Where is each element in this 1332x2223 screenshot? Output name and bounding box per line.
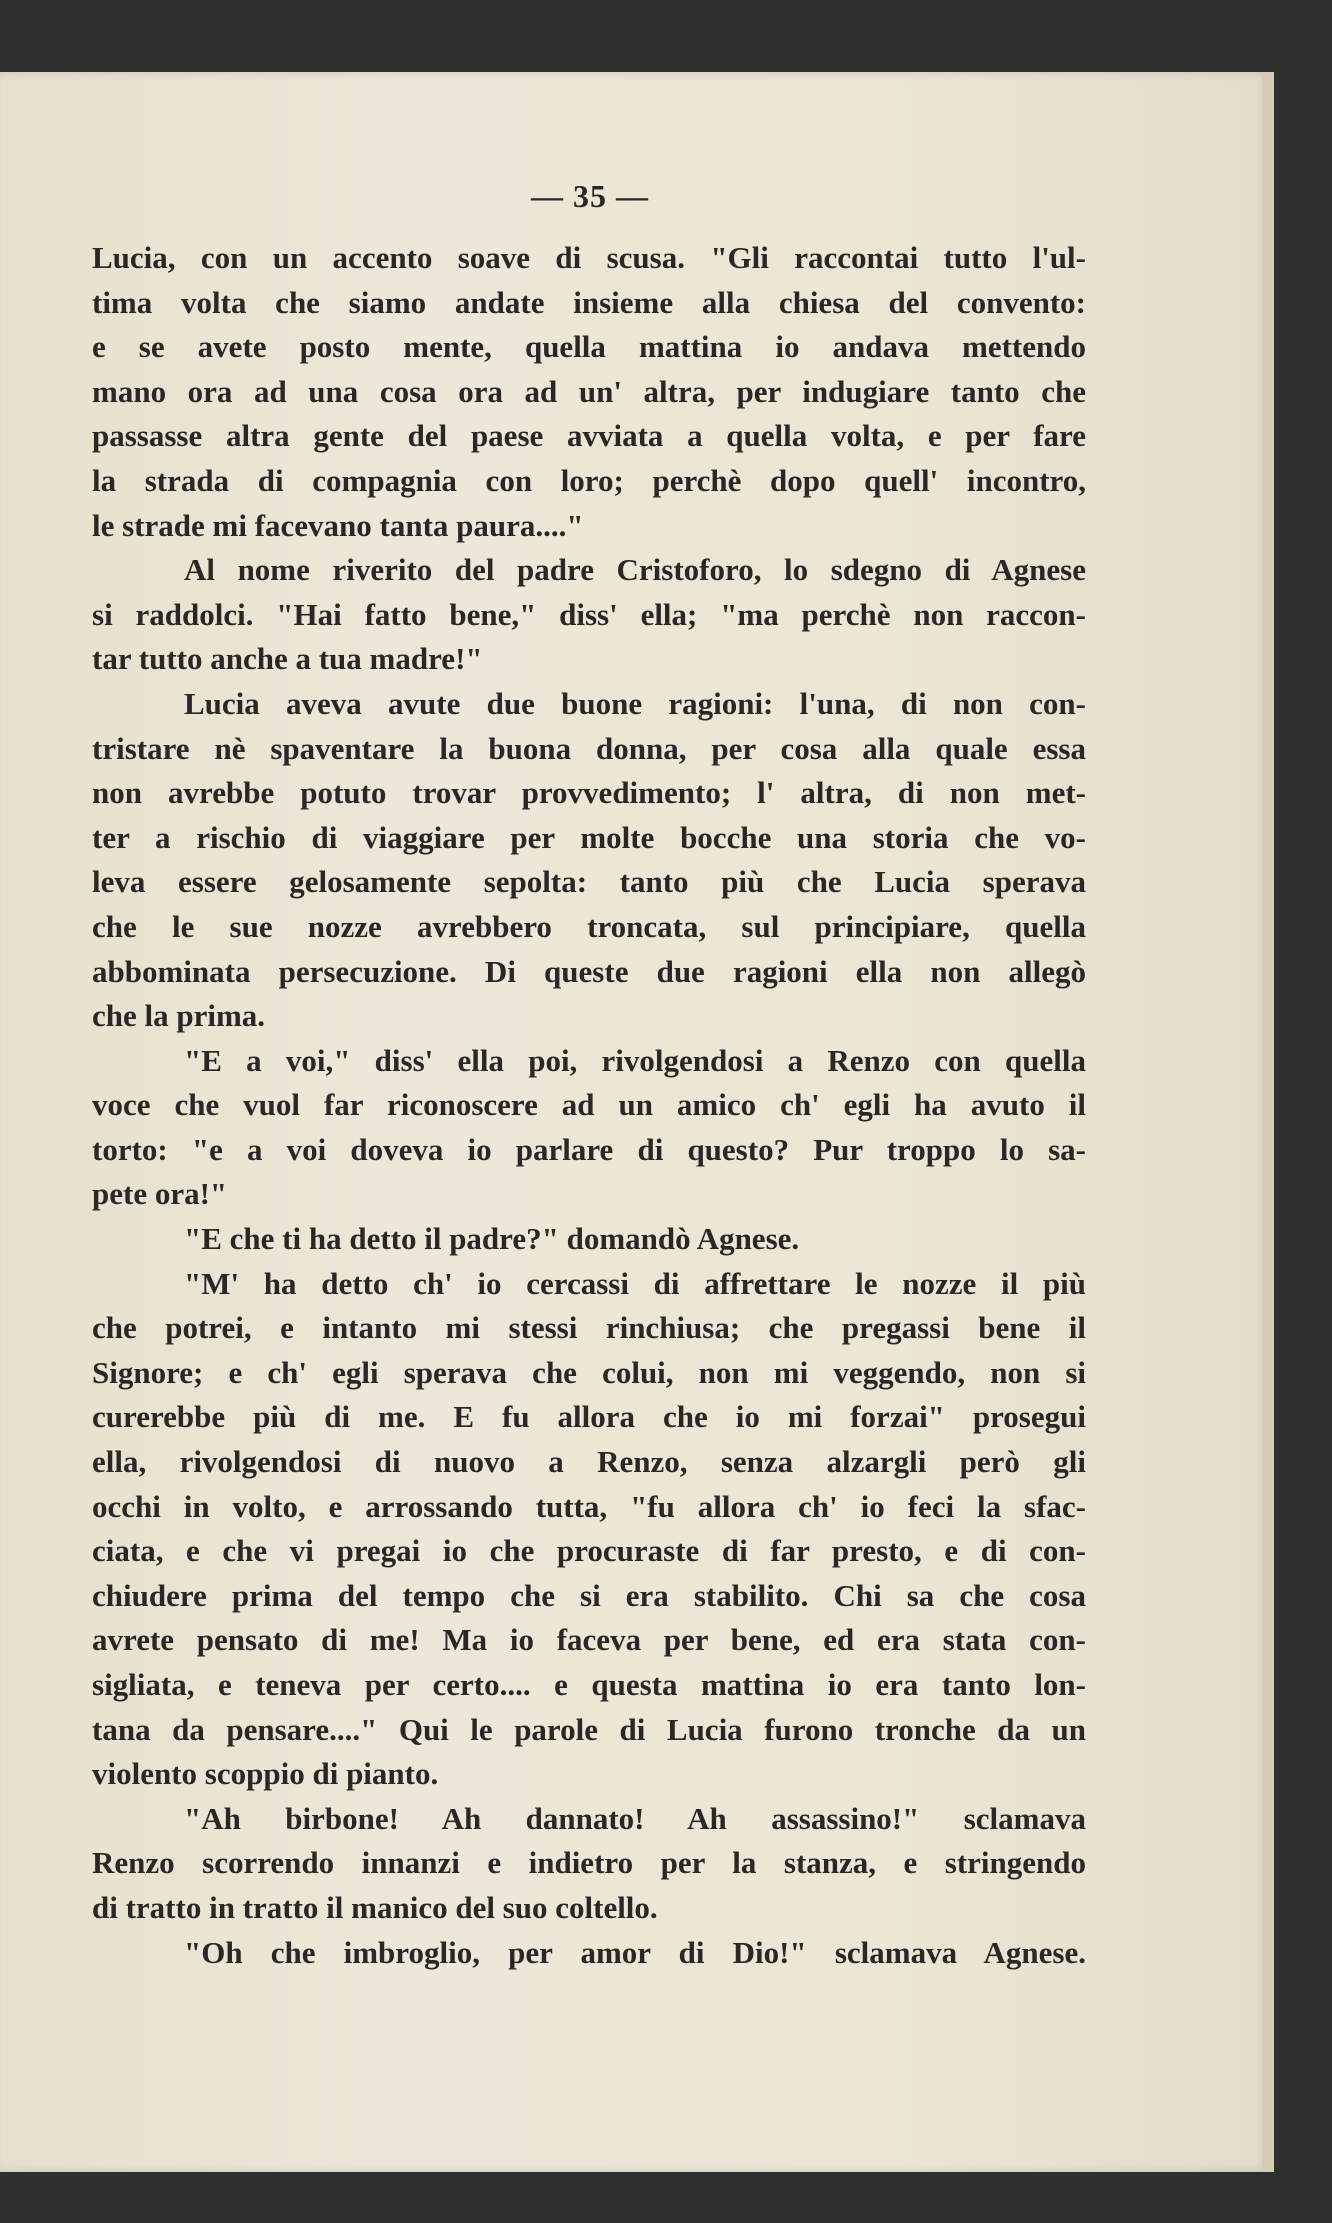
text-line: torto: "e a voi doveva io parlare di questo? Pur troppo lo sa- bbox=[92, 1131, 1086, 1167]
text-line: "Ah birbone! Ah dannato! Ah assassino!" sclamava bbox=[184, 1800, 1086, 1836]
text-line: che la prima. bbox=[92, 998, 266, 1034]
text-line: leva essere gelosamente sepolta: tanto più che Lucia sperava bbox=[92, 864, 1086, 900]
text-line: passasse altra gente del paese avviata a quella volta, e per fare bbox=[92, 418, 1086, 454]
text-line: Lucia aveva avute due buone ragioni: l'una, di non con- bbox=[184, 685, 1086, 721]
text-line: chiudere prima del tempo che si era stabilito. Chi sa che cosa bbox=[92, 1577, 1086, 1613]
text-line: sigliata, e teneva per certo.... e questa mattina io era tanto lon- bbox=[92, 1667, 1086, 1702]
text-line: ciata, e che vi pregai io che procuraste di far presto, e di con- bbox=[92, 1533, 1086, 1569]
text-line: "E che ti ha detto il padre?" domandò Agnese. bbox=[184, 1221, 800, 1257]
text-line: mano ora ad una cosa ora ad un' altra, per indugiare tanto che bbox=[92, 373, 1086, 409]
body-text bbox=[92, 236, 1086, 1975]
text-line: Renzo scorrendo innanzi e indietro per la stanza, e stringendo bbox=[92, 1845, 1086, 1881]
text-line: Al nome riverito del padre Cristoforo, lo sdegno di Agnese bbox=[184, 552, 1086, 588]
page-edge bbox=[1262, 72, 1274, 2172]
page-number: — 35 — bbox=[531, 178, 649, 214]
text-line: pete ora!" bbox=[92, 1176, 228, 1212]
text-line: e se avete posto mente, quella mattina io andava mettendo bbox=[92, 329, 1086, 365]
text-line: tana da pensare...." Qui le parole di Lucia furono tronche da un bbox=[92, 1711, 1086, 1747]
text-line: avrete pensato di me! Ma io faceva per bene, ed era stata con- bbox=[92, 1622, 1086, 1658]
text-line: la strada di compagnia con loro; perchè dopo quell' incontro, bbox=[92, 462, 1086, 498]
text-line: Signore; e ch' egli sperava che colui, non mi veggendo, non si bbox=[92, 1354, 1086, 1390]
text-line: tima volta che siamo andate insieme alla chiesa del convento: bbox=[92, 284, 1086, 320]
text-line: di tratto in tratto il manico del suo coltello. bbox=[92, 1889, 658, 1925]
text-line: tar tutto anche a tua madre!" bbox=[92, 641, 483, 677]
text-line: voce che vuol far riconoscere ad un amico ch' egli ha avuto il bbox=[92, 1087, 1086, 1123]
text-line: si raddolci. "Hai fatto bene," diss' ella; "ma perchè non raccon- bbox=[92, 596, 1086, 632]
text-line: "M' ha detto ch' io cercassi di affrettare le nozze il più bbox=[184, 1265, 1086, 1301]
text-line: "E a voi," diss' ella poi, rivolgendosi a Renzo con quella bbox=[184, 1042, 1086, 1078]
text-line: che potrei, e intanto mi stessi rinchiusa; che pregassi bene il bbox=[92, 1310, 1086, 1346]
text-line: ella, rivolgendosi di nuovo a Renzo, senza alzargli però gli bbox=[92, 1444, 1086, 1480]
text-line: occhi in volto, e arrossando tutta, "fu allora ch' io feci la sfac- bbox=[92, 1488, 1086, 1524]
text-line: "Oh che imbroglio, per amor di Dio!" sclamava Agnese. bbox=[184, 1934, 1086, 1970]
text-line: Lucia, con un accento soave di scusa. "Gli raccontai tutto l'ul- bbox=[92, 240, 1086, 275]
text-line: non avrebbe potuto trovar provvedimento; l' altra, di non met- bbox=[92, 775, 1086, 811]
text-line: curerebbe più di me. E fu allora che io mi forzai" prosegui bbox=[92, 1399, 1086, 1435]
text-line: violento scoppio di pianto. bbox=[92, 1756, 439, 1792]
text-line: ter a rischio di viaggiare per molte bocche una storia che vo- bbox=[92, 819, 1086, 855]
text-line: abbominata persecuzione. Di queste due ragioni ella non allegò bbox=[92, 953, 1086, 989]
text-line: le strade mi facevano tanta paura...." bbox=[92, 507, 584, 543]
text-line: che le sue nozze avrebbero troncata, sul principiare, quella bbox=[92, 908, 1086, 944]
text-line: tristare nè spaventare la buona donna, per cosa alla quale essa bbox=[92, 730, 1086, 766]
